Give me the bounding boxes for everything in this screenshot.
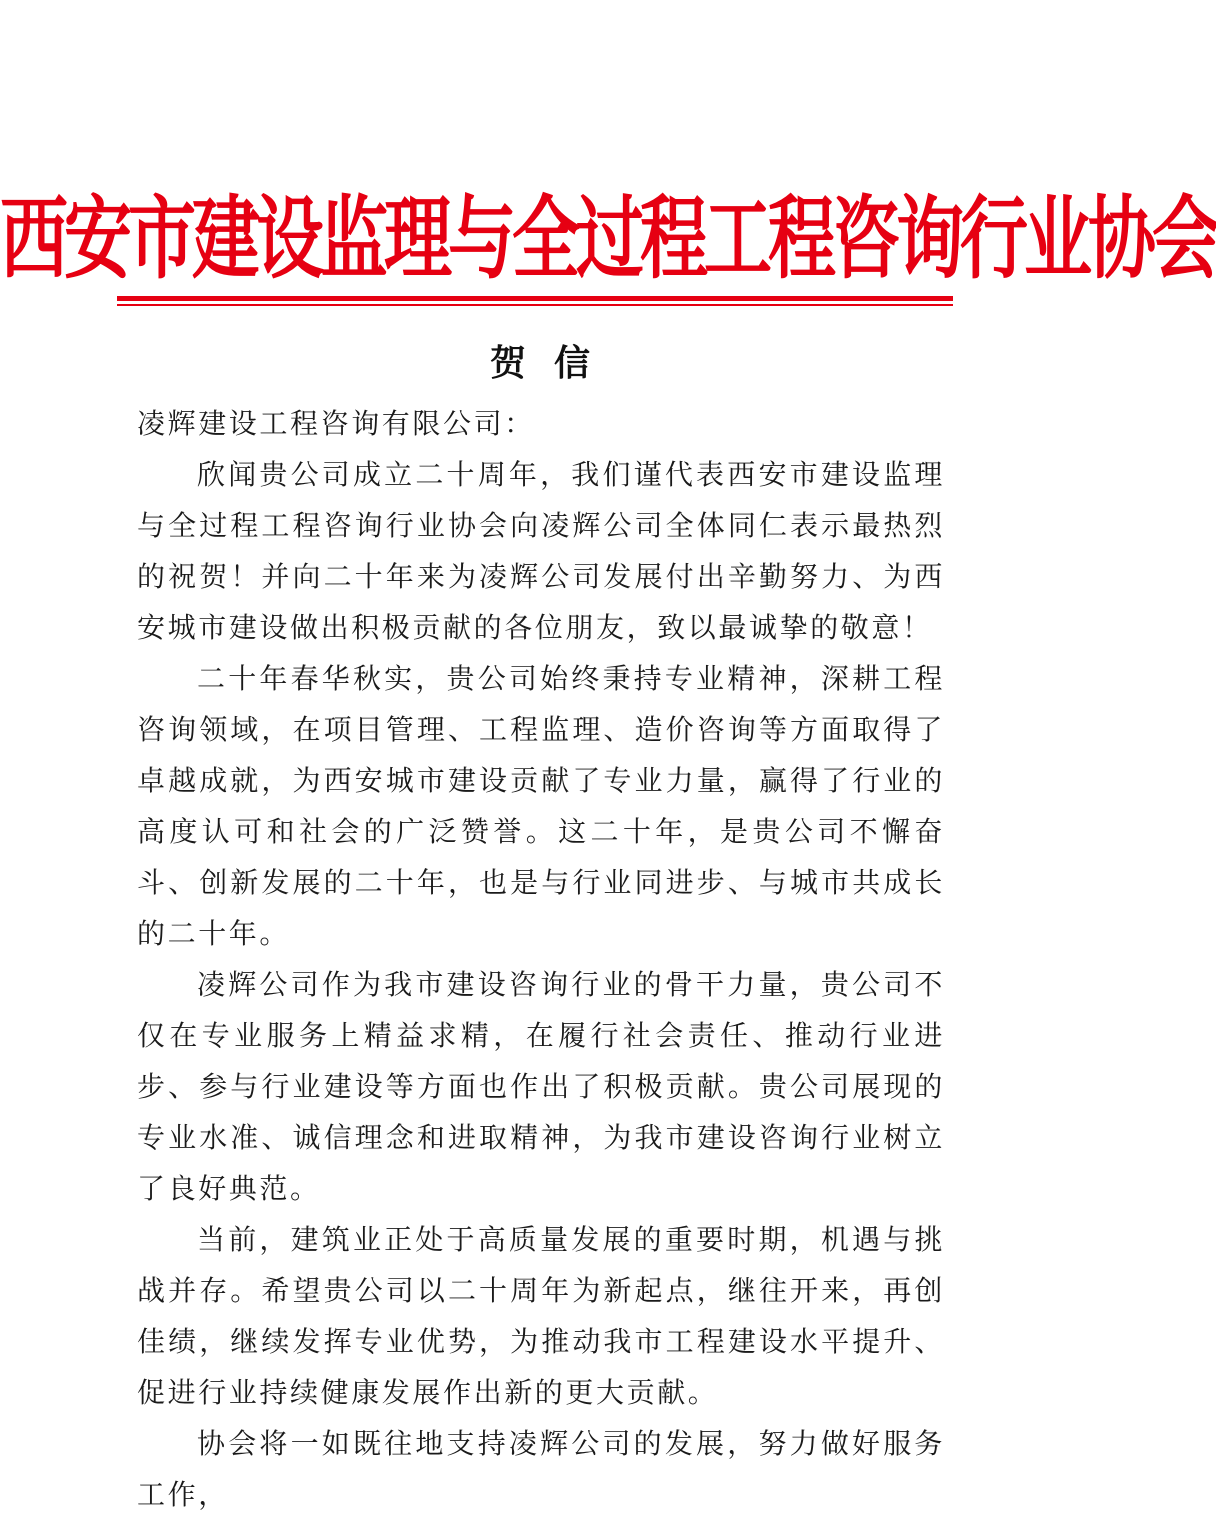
- letterhead-divider-thin: [117, 304, 953, 306]
- paragraph-4: 当前，建筑业正处于高质量发展的重要时期，机遇与挑战并存。希望贵公司以二十周年为新起点，继往开来，再创佳绩，继续发挥专业优势，为推动我市工程建设水平提升、促进行业持续健康发展作出新的更大贡献。: [137, 1223, 945, 1409]
- document-title: 贺信: [489, 342, 618, 384]
- paragraph-5: 协会将一如既往地支持凌辉公司的发展，努力做好服务工作，: [137, 1427, 945, 1511]
- paragraph-2: 二十年春华秋实，贵公司始终秉持专业精神，深耕工程咨询领域，在项目管理、工程监理、造价咨询等方面取得了卓越成就，为西安城市建设贡献了专业力量，赢得了行业的高度认可和社会的广泛赞誉。这二十年，是贵公司不懈奋斗、创新发展的二十年，也是与行业同进步、与城市共成长的二十年。: [137, 662, 945, 950]
- letter-body: [137, 398, 945, 1520]
- salutation: 凌辉建设工程咨询有限公司：: [137, 407, 535, 440]
- letterhead-organization-name: 西安市建设监理与全过程工程咨询行业协会: [0, 187, 1216, 293]
- paragraph-3: 凌辉公司作为我市建设咨询行业的骨干力量，贵公司不仅在专业服务上精益求精，在履行社会责任、推动行业进步、参与行业建设等方面也作出了积极贡献。贵公司展现的专业水准、诚信理念和进取精神，为我市建设咨询行业树立了良好典范。: [137, 968, 945, 1205]
- paragraph-1: 欣闻贵公司成立二十周年，我们谨代表西安市建设监理与全过程工程咨询行业协会向凌辉公司全体同仁表示最热烈的祝贺！并向二十年来为凌辉公司发展付出辛勤努力、为西安城市建设做出积极贡献的各位朋友，致以最诚挚的敬意！: [137, 458, 945, 644]
- letterhead-divider-thick: [117, 296, 953, 301]
